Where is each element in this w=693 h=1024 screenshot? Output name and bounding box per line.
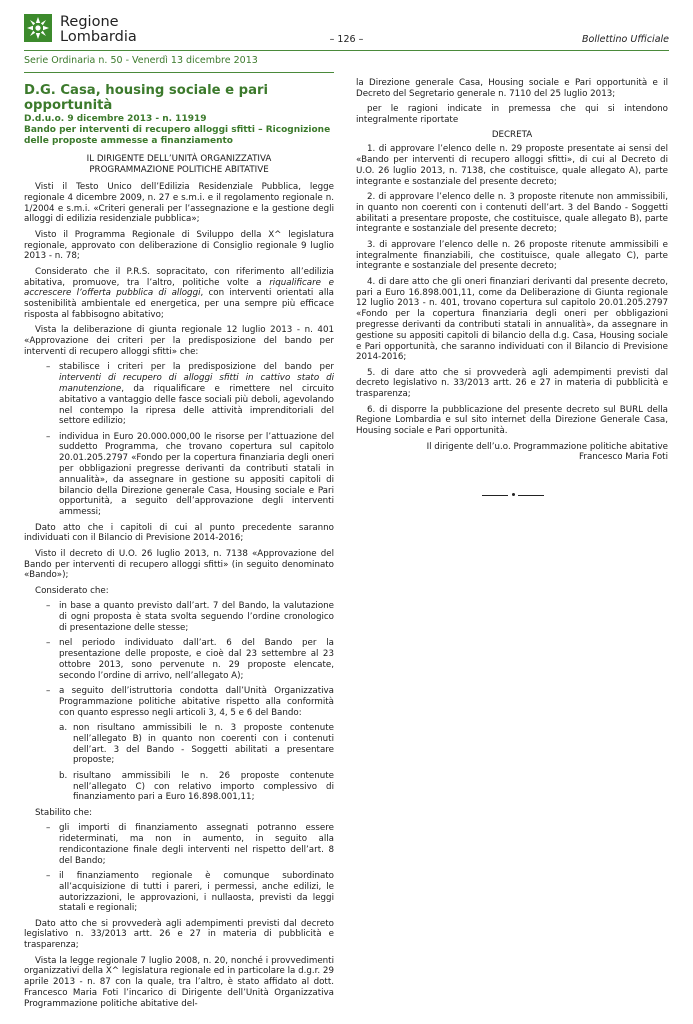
end-dot (512, 493, 515, 496)
header-divider (24, 50, 669, 51)
paragraph: Considerato che: (35, 585, 109, 596)
end-line-right (518, 495, 544, 496)
list-item: b. risultano ammissibili le n. 26 proposte contenute nell’allegato C) con relativo importo complessivo di finanziamento pari a Euro 16.898.001,11; (59, 770, 334, 803)
bulletin-title: Bollettino Ufficiale (581, 34, 669, 45)
brand-line-2: Lombardia (60, 29, 137, 45)
decreta-heading: DECRETA (491, 130, 533, 141)
paragraph: Vista la legge regionale 7 luglio 2008, n. 20, nonché i provvedimenti organizzativi della X^ legislatura regionale ed in particolare la d.g.r. 29 aprile 2013 - n. 87 con la quale, tra l’altro, è stato affidato al dott. Francesco Maria Foti l’incarico di Dirigente dell’Unità Organizzativa Programmazione politiche abitative del- (24, 955, 334, 1009)
signer-name: Francesco Maria Foti (579, 452, 668, 463)
paragraph: Vista la deliberazione di giunta regionale 12 luglio 2013 - n. 401 «Approvazione dei criteri per la predisposizione del bando per interventi di recupero alloggi sfitti» che: (24, 325, 334, 357)
decree-item: 1. di approvare l’elenco delle n. 29 proposte presentate ai sensi del «Bando per interventi di recupero alloggi sfitti», di cui al Decreto di U.O. 26 luglio 2013, n. 7138, che costituisce, quale allegato A), parte integrante e sostanziale del presente decreto; (356, 144, 668, 187)
right-column (356, 78, 668, 468)
paragraph: Considerato che il P.R.S. sopracitato, con riferimento all’edilizia abitativa, promuove, tra l’altro, politiche volte a riqualificare e accrescere l’offerta pubblica di alloggi, con interventi orientati alla sostenibilità ambientale ed energetica, per una sempre più efficace risposta al fabbisogno abitativo; (24, 266, 335, 320)
paragraph: Dato atto che i capitoli di cui al punto precedente saranno individuati con il Bilancio di Previsione 2014-2016; (24, 522, 334, 544)
department-title: D.G. Casa, housing sociale e pari opportunità (24, 83, 269, 113)
list-item: – individua in Euro 20.000.000,00 le risorse per l’attuazione del suddetto Programma, che trovano copertura sul capitolo 20.01.205.2797 «Fondo per la copertura finanziaria degli oneri per obbligazioni pregresse derivanti da contributi statali in annualità», da assegnare in gestione su appositi capitoli di bilancio della Direzione generale Casa, Housing sociale e Pari opportunità, a seguito dell’approvazione degli interventi ammessi; (24, 432, 334, 518)
list-item: – nel periodo individuato dall’art. 6 del Bando per la presentazione delle proposte, e cioè dal 23 settembre al 23 ottobre 2013, sono pervenute n. 29 proposte elencate, secondo l’ordine di arrivo, nell’allegato A); (24, 638, 334, 681)
serie-info: Serie Ordinaria n. 50 - Venerdì 13 dicembre 2013 (24, 55, 258, 66)
alpha-list (24, 723, 334, 803)
paragraph: la Direzione generale Casa, Housing sociale e Pari opportunità e il Decreto del Segretario generale n. 7110 del 25 luglio 2013; (356, 78, 668, 99)
decree-item: 4. di dare atto che gli oneri finanziari derivanti dal presente decreto, pari a Euro 16.898.001,11, come da Deliberazione di Giunta regionale 12 luglio 2013 - n. 401, trovano copertura sul capitolo 20.01.205.2797 «Fondo per la copertura finanziaria degli oneri per obbligazioni pregresse derivanti da contributi statali in annualità», da assegnare in gestione su appositi capitoli di bilancio della d.g. Casa, Housing sociale e Pari opportunità, che saranno individuati con il Bilancio di Previsione 2014-2016; (356, 276, 668, 363)
decree-item: 2. di approvare l’elenco delle n. 3 proposte ritenute non ammissibili, in quanto non coerenti con i contenuti dell’art. 3 del Bando - Soggetti abilitati a presentare proposte, che costituisce, quale allegato B), parte integrante e sostanziale del presente decreto; (356, 191, 668, 235)
list-item: a. non risultano ammissibili le n. 3 proposte contenute nell’allegato B) in quanto non coerenti con i contenuti dell’art. 3 del Bando - Soggetti abilitati a presentare proposte; (59, 722, 334, 766)
end-line-left (482, 495, 508, 496)
decree-item: 6. di disporre la pubblicazione del presente decreto sul BURL della Regione Lombardia e sul sito internet della Direzione Generale Casa, Housing sociale e Pari opportunità. (356, 404, 668, 437)
page-number: – 126 – (329, 34, 364, 45)
list-item: – il finanziamento regionale è comunque subordinato all’acquisizione di tutti i pareri, i permessi, anche edilizi, le autorizzazioni, le approvazioni, i nullaosta, previsti da leggi statali e regionali; (24, 871, 334, 914)
decree-id: D.d.u.o. 9 dicembre 2013 - n. 11919 (24, 114, 207, 124)
section-end-mark (482, 491, 544, 499)
paragraph: Dato atto che si provvederà agli adempimenti previsti dal decreto legislativo n. 33/2013 artt. 26 e 27 in materia di pubblicità e trasparenza; (24, 918, 334, 951)
dash-list (24, 823, 334, 914)
column-divider (24, 72, 334, 73)
authority-line-1: IL DIRIGENTE DELL’UNITÀ ORGANIZZATIVA (86, 154, 272, 165)
dash-list (24, 601, 334, 718)
dash-list (24, 362, 334, 518)
list-item: – in base a quanto previsto dall’art. 7 del Bando, la valutazione di ogni proposta è stata svolta seguendo l’ordine cronologico di presentazione delle stesse; (24, 601, 334, 633)
paragraph: Visti il Testo Unico dell’Edilizia Residenziale Pubblica, legge regionale 4 dicembre 2009, n. 27 e s.m.i. e il regolamento regionale n. 1/2004 e s.m.i. «Criteri generali per l’assegnazione e la gestione degli alloggi di edilizia residenziale pubblica»; (24, 181, 334, 225)
signer-role: Il dirigente dell’u.o. Programmazione politiche abitative (426, 441, 668, 452)
paragraph: Visto il decreto di U.O. 26 luglio 2013, n. 7138 «Approvazione del Bando per interventi di recupero alloggi sfitti» (in seguito denominato «Bando»); (24, 548, 334, 581)
authority-line-2: PROGRAMMAZIONE POLITICHE ABITATIVE (89, 165, 269, 176)
brand-line-1: Regione (60, 14, 119, 30)
paragraph: Visto il Programma Regionale di Sviluppo della X^ legislatura regionale, approvato con deliberazione di Consiglio regionale 9 luglio 2013 - n. 78; (24, 229, 334, 262)
paragraph: per le ragioni indicate in premessa che qui si intendono integralmente riportate (356, 104, 668, 125)
decree-item: 3. di approvare l’elenco delle n. 26 proposte ritenute ammissibili e integralmente finanziabili, che costituisce, quale allegato C), parte integrante e sostanziale del presente decreto; (356, 239, 668, 272)
left-column (24, 83, 334, 1014)
decree-subject: Bando per interventi di recupero alloggi sfitti – Ricognizione delle proposte ammesse a finanziamento (24, 124, 331, 146)
list-item: – gli importi di finanziamento assegnati potranno essere rideterminati, ma non in aumento, in seguito alla rendicontazione finale degli interventi nel rispetto dell’art. 8 del Bando; (24, 823, 334, 866)
decree-item: 5. di dare atto che si provvederà agli adempimenti previsti dal decreto legislativo n. 33/2013 artt. 26 e 27 in materia di pubblicità e trasparenza; (356, 367, 668, 400)
list-item: – stabilisce i criteri per la predisposizione del bando per interventi di recupero di alloggi sfitti in cattivo stato di manutenzione, da riqualificare e rimettere nel circuito abitativo a vantaggio delle fasce sociali più deboli, agevolando nel contempo la ripresa delle attività imprenditoriali del settore edilizio; (24, 362, 334, 427)
list-item: – a seguito dell’istruttoria condotta dall’Unità Organizzativa Programmazione politiche abitative rispetto alla conformità con quanto espresso negli articoli 3, 4, 5 e 6 del Bando: (24, 686, 334, 718)
paragraph: Stabilito che: (35, 807, 93, 818)
